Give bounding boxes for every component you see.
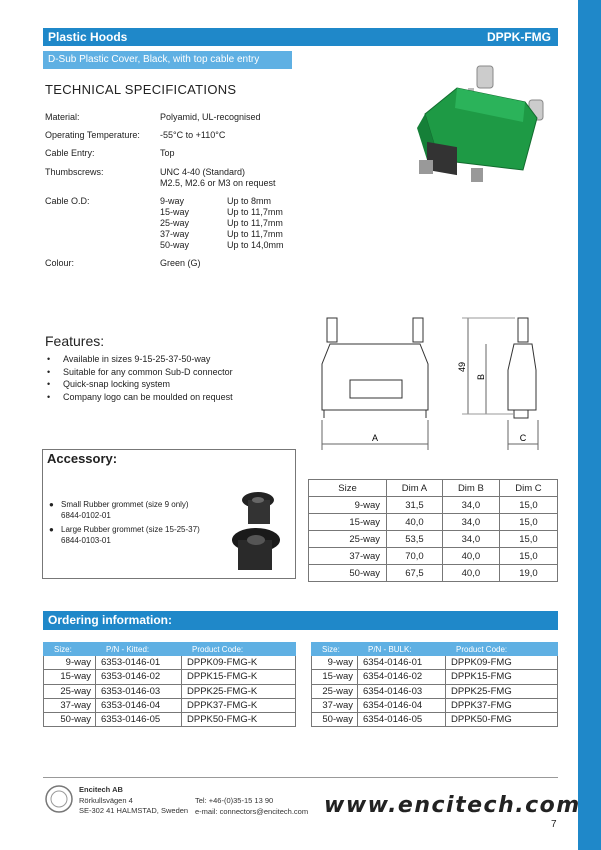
od-size: 15-way [160,207,190,217]
dimensions-table [308,479,558,582]
od-value: Up to 14,0mm [227,240,284,250]
thumb-value-2: M2.5, M2.6 or M3 on request [160,178,276,188]
website-link[interactable]: www.encitech.com [324,793,581,818]
table-row: 25-way 53,5 34,0 15,0 [309,531,558,548]
temp-label: Operating Temperature: [45,130,140,140]
table-row: 15-way 40,0 34,0 15,0 [309,514,558,531]
colour-label: Colour: [45,258,75,268]
material-label: Material: [45,112,80,122]
kitted-table [43,642,296,727]
table-row: 25-way 6353-0146-03 DPPK25-FMG-K [44,684,296,698]
accessory-item-1: ● Small Rubber grommet (size 9 only) 6844-0102-01 [49,500,189,520]
list-item: • Company logo can be moulded on request [47,391,233,402]
material-value: Polyamid, UL-recognised [160,112,261,122]
table-row: 9-way 6354-0146-01 DPPK09-FMG [312,656,558,670]
thumb-value-1: UNC 4-40 (Standard) [160,167,246,177]
od-size: 25-way [160,218,190,228]
dim-c-label: C [519,433,527,443]
thumb-label: Thumbscrews: [45,167,104,177]
table-row: Size: P/N - Kitted: Product Code: [44,643,296,656]
entry-label: Cable Entry: [45,148,95,158]
dim-49-label: 49 [457,361,467,372]
dim-b-label: B [476,373,486,380]
table-row: 50-way 6354-0146-05 DPPK50-FMG [312,713,558,727]
footer-divider [43,777,558,778]
product-code: DPPK-FMG [487,30,551,44]
spec-heading: TECHNICAL SPECIFICATIONS [45,82,237,97]
features-heading: Features: [45,333,105,349]
od-size: 50-way [160,240,190,250]
temp-value: -55°C to +110°C [160,130,226,140]
title-bar [43,28,558,46]
od-value: Up to 11,7mm [227,218,283,228]
subtitle: D-Sub Plastic Cover, Black, with top cable entry [43,51,292,69]
dim-a-label: A [371,433,379,443]
dimension-drawing [310,310,560,455]
certification-seal-icon [44,784,74,814]
table-row: 50-way 67,5 40,0 19,0 [309,565,558,582]
table-row: 37-way 70,0 40,0 15,0 [309,548,558,565]
company-address: Encitech AB Rörkullsvägen 4 SE-302 41 HALMSTAD, Sweden [79,785,189,815]
page-number: 7 [551,819,557,830]
table-row: 15-way 6354-0146-02 DPPK15-FMG [312,670,558,684]
od-size: 9-way [160,196,185,206]
table-row: 25-way 6354-0146-03 DPPK25-FMG [312,684,558,698]
colour-value: Green (G) [160,258,201,268]
grommet-photo [228,484,290,576]
table-row: Size Dim A Dim B Dim C [309,480,558,497]
bulk-table [311,642,558,727]
features-list [47,353,233,403]
product-photo [405,62,560,187]
company-contact: Tel: +46-(0)35-15 13 90 e-mail: connectors@encitech.com [195,796,309,816]
table-row: 9-way 6353-0146-01 DPPK09-FMG-K [44,656,296,670]
accessory-item-2: ● Large Rubber grommet (size 15-25-37) 6844-0103-01 [49,525,200,545]
od-value: Up to 11,7mm [227,229,283,239]
table-row: 9-way 31,5 34,0 15,0 [309,497,558,514]
table-row: 50-way 6353-0146-05 DPPK50-FMG-K [44,713,296,727]
table-row: 37-way 6354-0146-04 DPPK37-FMG [312,698,558,712]
od-value: Up to 8mm [227,196,272,206]
accessory-heading: Accessory: [47,451,118,466]
ordering-heading: Ordering information: [43,611,558,630]
side-stripe [578,0,601,850]
list-item: • Suitable for any common Sub-D connector [47,366,233,377]
entry-value: Top [160,148,175,158]
table-row: 37-way 6353-0146-04 DPPK37-FMG-K [44,698,296,712]
page-title: Plastic Hoods [48,30,128,44]
table-row: Size: P/N - BULK: Product Code: [312,643,558,656]
od-label: Cable O.D: [45,196,90,206]
od-value: Up to 11,7mm [227,207,283,217]
od-size: 37-way [160,229,190,239]
list-item: • Quick-snap locking system [47,379,171,389]
table-row: 15-way 6353-0146-02 DPPK15-FMG-K [44,670,296,684]
list-item: • Available in sizes 9-15-25-37-50-way [47,354,211,364]
